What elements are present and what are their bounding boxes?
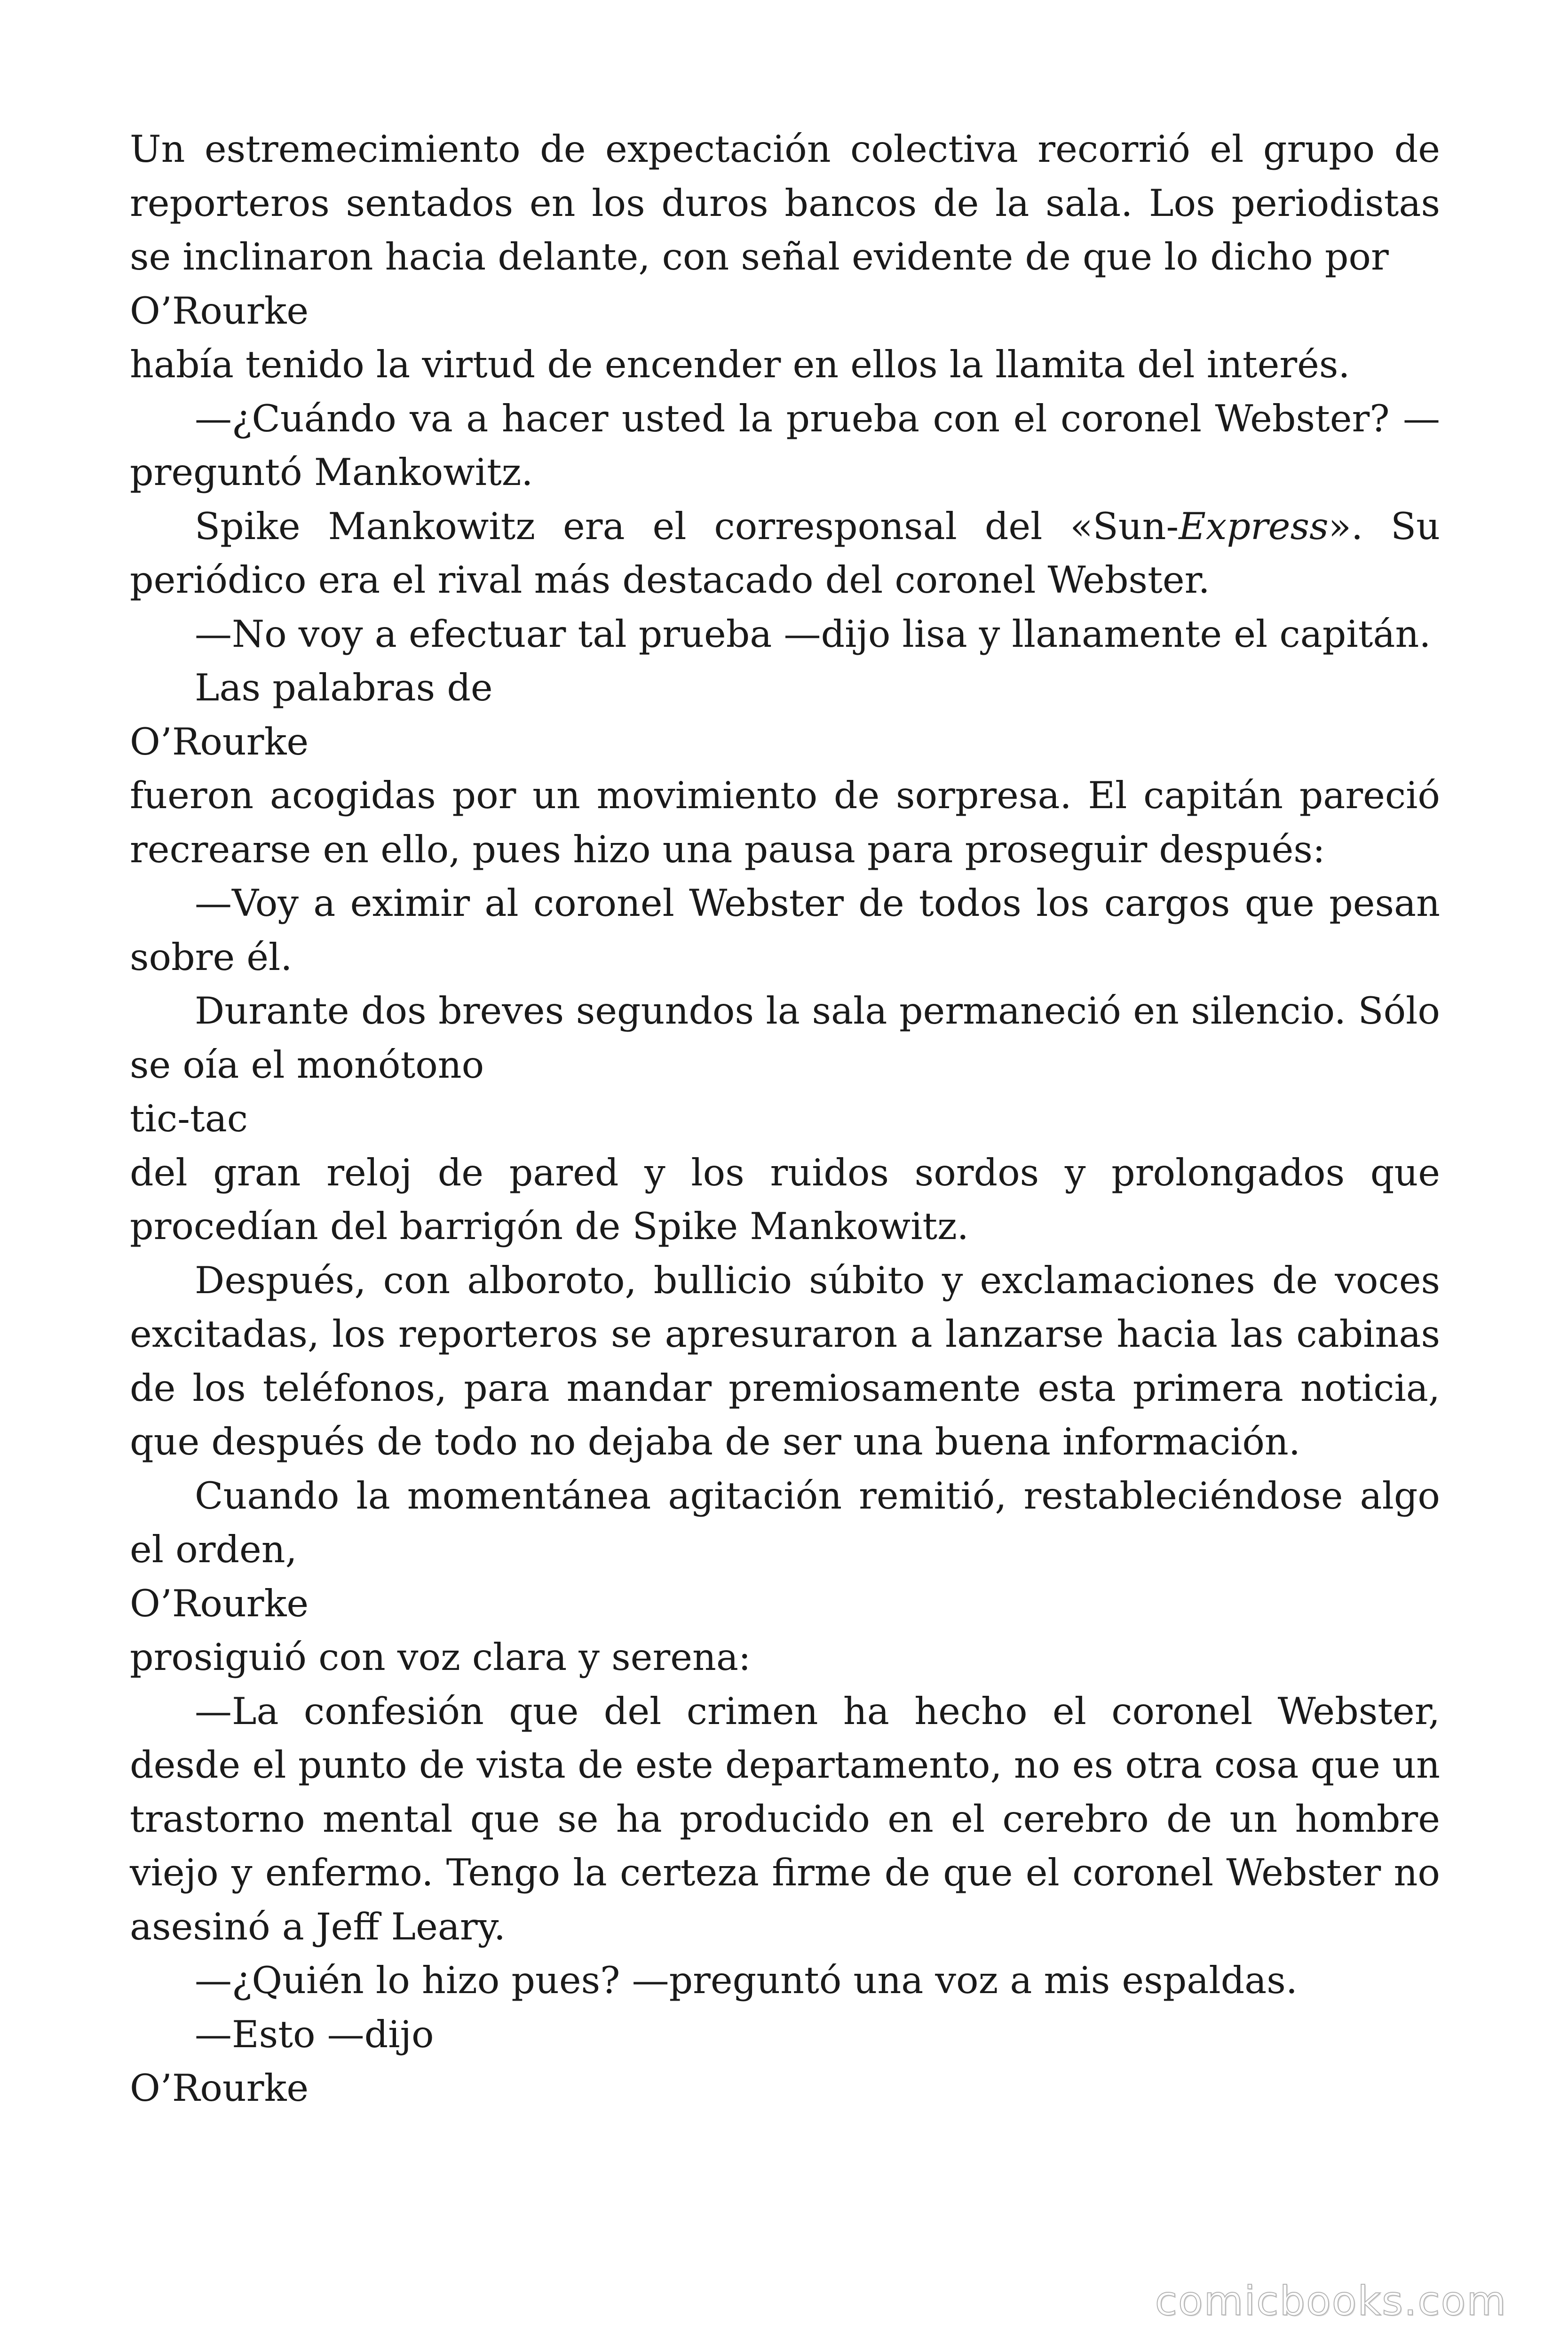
paragraph-name: O’Rourke	[130, 1581, 309, 1625]
paragraph: Las palabras de	[195, 666, 493, 709]
paragraph: Un estremecimiento de expectación colectiva recorrió el grupo de reporteros sentados en los duros bancos de la sala. Los periodistas se inclinaron hacia delante, con señal evidente de que lo dicho por	[130, 127, 1440, 278]
page-body	[130, 122, 1440, 2115]
paragraph: Durante dos breves segundos la sala permaneció en silencio. Sólo se oía el monótono	[130, 989, 1440, 1087]
paragraph-dialogue: —¿Cuándo va a hacer usted la prueba con el coronel Webster? —preguntó Mankowitz.	[130, 397, 1440, 494]
paragraph-name: O’Rourke	[130, 720, 309, 763]
paragraph-text: Spike Mankowitz era el corresponsal del «Sun-	[195, 504, 1179, 548]
paragraph: del gran reloj de pared y los ruidos sordos y prolongados que procedían del barrigón de Spike Mankowitz.	[130, 1151, 1440, 1248]
paragraph-term: tic-tac	[130, 1097, 248, 1140]
paragraph-name: O’Rourke	[130, 2066, 309, 2110]
paragraph-dialogue: —No voy a efectuar tal prueba —dijo lisa y llanamente el capitán.	[195, 612, 1431, 656]
paragraph-dialogue: —¿Quién lo hizo pues? —preguntó una voz a mis espaldas.	[195, 1959, 1298, 2002]
paragraph: Cuando la momentánea agitación remitió, restableciéndose algo el orden,	[130, 1474, 1440, 1571]
paragraph	[130, 500, 1440, 607]
paragraph-dialogue: —La confesión que del crimen ha hecho el coronel Webster, desde el punto de vista de este departamento, no es otra cosa que un trastorno mental que se ha producido en el cerebro de un hombre viejo y enfermo. Tengo la certeza firme de que el coronel Webster no asesinó a Jeff Leary.	[130, 1689, 1440, 1948]
watermark-text: comicbooks.com	[1155, 2278, 1507, 2325]
italic-newspaper-name: Express	[1179, 504, 1329, 548]
paragraph: Después, con alboroto, bullicio súbito y exclamaciones de voces excitadas, los reporteros se apresuraron a lanzarse hacia las cabinas de los teléfonos, para mandar premiosamente esta primera noticia, que después de todo no dejaba de ser una buena información.	[130, 1258, 1440, 1463]
paragraph: había tenido la virtud de encender en ellos la llamita del interés.	[130, 343, 1350, 386]
paragraph: prosiguió con voz clara y serena:	[130, 1636, 751, 1679]
paragraph-text: ». Su periódico era el rival más destacado del coronel Webster.	[130, 504, 1441, 602]
paragraph-name: O’Rourke	[130, 289, 309, 333]
paragraph: fueron acogidas por un movimiento de sorpresa. El capitán pareció recrearse en ello, pues hizo una pausa para proseguir después:	[130, 774, 1440, 871]
paragraph-dialogue: —Esto —dijo	[195, 2012, 434, 2056]
paragraph-dialogue: —Voy a eximir al coronel Webster de todos los cargos que pesan sobre él.	[130, 882, 1440, 979]
